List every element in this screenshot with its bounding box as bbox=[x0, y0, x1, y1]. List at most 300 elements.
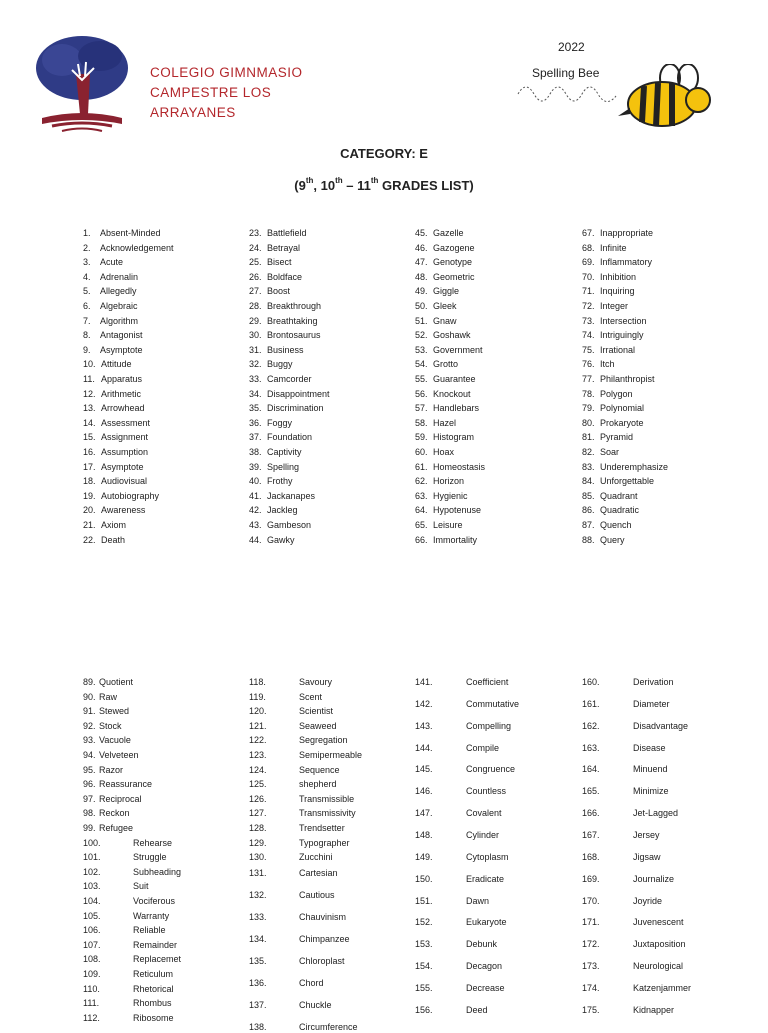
item-number: 107. bbox=[83, 939, 101, 950]
item-word: Struggle bbox=[133, 852, 167, 863]
list-item bbox=[83, 750, 139, 761]
item-word: Genotype bbox=[433, 257, 473, 268]
list-item bbox=[582, 243, 627, 254]
item-number: 92. bbox=[83, 720, 96, 731]
list-item bbox=[249, 706, 333, 717]
list-item bbox=[249, 677, 332, 688]
list-item bbox=[582, 345, 635, 356]
item-word: Semipermeable bbox=[299, 750, 363, 760]
list-item bbox=[415, 699, 519, 710]
item-number: 134. bbox=[249, 934, 267, 944]
item-word: Cylinder bbox=[466, 829, 500, 840]
item-word: Hygienic bbox=[433, 490, 468, 501]
item-word: Reciprocal bbox=[99, 793, 142, 804]
item-word: Jersey bbox=[633, 829, 660, 840]
school-name-line: CAMPESTRE LOS bbox=[150, 85, 272, 100]
item-number: 171. bbox=[582, 917, 600, 928]
item-number: 128. bbox=[249, 823, 267, 833]
item-word: Acknowledgement bbox=[100, 242, 174, 253]
item-number: 1. bbox=[83, 228, 91, 238]
item-word: Arrowhead bbox=[101, 403, 145, 414]
list-item bbox=[582, 286, 635, 297]
item-number: 48. bbox=[415, 271, 428, 282]
item-number: 102. bbox=[83, 866, 101, 877]
item-word: Reassurance bbox=[99, 779, 153, 790]
item-number: 19. bbox=[83, 490, 96, 501]
list-item bbox=[415, 939, 497, 950]
item-number: 10. bbox=[83, 359, 96, 370]
list-item bbox=[582, 403, 644, 414]
item-word: Kidnapper bbox=[633, 1004, 675, 1015]
item-word: Disease bbox=[633, 742, 666, 753]
item-number: 155. bbox=[415, 982, 433, 993]
list-item bbox=[83, 954, 181, 965]
item-word: Intriguingly bbox=[600, 330, 644, 341]
list-item bbox=[415, 535, 477, 546]
item-number: 123. bbox=[249, 750, 267, 760]
item-number: 132. bbox=[249, 890, 267, 901]
item-number: 52. bbox=[415, 330, 428, 341]
item-number: 152. bbox=[415, 917, 433, 928]
list-item bbox=[249, 934, 350, 945]
item-number: 76. bbox=[582, 359, 595, 370]
item-word: Diameter bbox=[633, 698, 670, 709]
item-number: 18. bbox=[83, 476, 96, 487]
item-word: Gambeson bbox=[267, 520, 312, 530]
list-item bbox=[249, 418, 292, 429]
list-item bbox=[249, 838, 350, 849]
item-word: Trendsetter bbox=[299, 823, 345, 833]
list-item bbox=[415, 505, 481, 516]
item-number: 78. bbox=[582, 388, 595, 399]
item-number: 118. bbox=[249, 677, 266, 687]
item-number: 91. bbox=[83, 706, 96, 717]
item-number: 73. bbox=[582, 315, 595, 326]
item-word: shepherd bbox=[299, 779, 337, 790]
list-item bbox=[249, 476, 293, 487]
item-word: Assumption bbox=[101, 447, 149, 457]
item-word: Arithmetic bbox=[101, 388, 142, 399]
item-word: Juvenescent bbox=[633, 917, 684, 928]
list-item bbox=[249, 374, 312, 385]
list-item bbox=[582, 228, 653, 239]
item-number: 120. bbox=[249, 706, 267, 717]
item-number: 53. bbox=[415, 344, 428, 355]
item-word: Deed bbox=[466, 1004, 488, 1015]
item-word: Intersection bbox=[600, 315, 647, 326]
item-number: 20. bbox=[83, 505, 96, 516]
item-word: Reticulum bbox=[133, 969, 174, 979]
list-item bbox=[249, 912, 346, 923]
list-item bbox=[249, 403, 324, 414]
list-item bbox=[83, 721, 122, 732]
item-number: 127. bbox=[249, 808, 267, 819]
list-item bbox=[415, 389, 471, 400]
item-word: Giggle bbox=[433, 286, 460, 297]
school-name-line: COLEGIO GIMNMASIO bbox=[150, 65, 303, 80]
item-number: 9. bbox=[83, 344, 91, 355]
item-word: Chimpanzee bbox=[299, 934, 350, 944]
item-number: 135. bbox=[249, 955, 267, 966]
item-word: Rhetorical bbox=[133, 983, 174, 994]
item-number: 3. bbox=[83, 257, 91, 268]
item-word: Scientist bbox=[299, 706, 334, 717]
school-name bbox=[150, 63, 303, 123]
list-item bbox=[415, 330, 471, 341]
list-item bbox=[83, 896, 175, 907]
list-item bbox=[83, 345, 143, 356]
item-number: 22. bbox=[83, 534, 96, 545]
item-word: Rhombus bbox=[133, 998, 172, 1009]
item-word: Geometric bbox=[433, 271, 475, 282]
item-number: 146. bbox=[415, 786, 433, 797]
list-item bbox=[249, 447, 302, 458]
item-number: 65. bbox=[415, 520, 428, 530]
list-item bbox=[582, 301, 628, 312]
item-number: 66. bbox=[415, 534, 428, 545]
list-item bbox=[582, 677, 674, 688]
list-item bbox=[249, 272, 302, 283]
list-item bbox=[415, 447, 454, 458]
item-word: Business bbox=[267, 344, 304, 355]
item-number: 23. bbox=[249, 228, 262, 238]
list-item bbox=[249, 243, 300, 254]
item-number: 85. bbox=[582, 490, 595, 501]
item-word: Spelling bbox=[267, 461, 300, 472]
item-word: Warranty bbox=[133, 910, 170, 921]
item-word: Vacuole bbox=[99, 735, 131, 746]
item-number: 77. bbox=[582, 374, 595, 384]
list-item bbox=[249, 750, 362, 761]
list-item bbox=[582, 917, 684, 928]
item-word: Leisure bbox=[433, 520, 463, 530]
item-number: 168. bbox=[582, 851, 600, 862]
item-word: Attitude bbox=[101, 359, 132, 370]
item-word: Assessment bbox=[101, 417, 151, 428]
category-title: CATEGORY: E bbox=[340, 146, 428, 161]
list-item bbox=[582, 764, 668, 775]
item-word: Neurological bbox=[633, 961, 684, 972]
item-number: 121. bbox=[249, 720, 267, 731]
item-number: 69. bbox=[582, 257, 595, 268]
item-word: Gazelle bbox=[433, 228, 464, 238]
list-item bbox=[83, 735, 131, 746]
list-item bbox=[582, 505, 639, 516]
item-number: 110. bbox=[83, 983, 100, 994]
list-item bbox=[415, 286, 459, 297]
item-number: 29. bbox=[249, 315, 262, 326]
item-word: Eukaryote bbox=[466, 917, 507, 928]
item-word: Query bbox=[600, 534, 625, 545]
item-word: Acute bbox=[100, 257, 124, 268]
list-item bbox=[415, 830, 499, 841]
list-item bbox=[415, 1005, 488, 1016]
item-number: 41. bbox=[249, 490, 262, 501]
list-item bbox=[415, 243, 475, 254]
item-word: Transmissible bbox=[299, 793, 355, 804]
list-item bbox=[83, 1013, 174, 1024]
item-word: Asymptote bbox=[100, 344, 143, 355]
list-item bbox=[582, 939, 686, 950]
item-number: 37. bbox=[249, 432, 262, 443]
item-word: Coefficient bbox=[466, 677, 509, 687]
item-word: Cytoplasm bbox=[466, 851, 509, 862]
item-number: 167. bbox=[582, 829, 600, 840]
list-item bbox=[415, 917, 507, 928]
list-item bbox=[249, 491, 315, 502]
list-item bbox=[415, 257, 472, 268]
item-number: 17. bbox=[83, 461, 96, 472]
list-item bbox=[249, 890, 335, 901]
bee-icon bbox=[512, 64, 712, 134]
item-number: 61. bbox=[415, 461, 428, 472]
list-item bbox=[249, 1000, 332, 1011]
list-item bbox=[83, 823, 133, 834]
event-label: Spelling Bee bbox=[532, 66, 600, 80]
list-item bbox=[415, 764, 515, 775]
item-number: 45. bbox=[415, 228, 428, 238]
item-word: Death bbox=[101, 534, 126, 545]
item-number: 27. bbox=[249, 286, 262, 297]
list-item bbox=[249, 808, 356, 819]
item-number: 131. bbox=[249, 868, 267, 879]
list-item bbox=[249, 823, 345, 834]
item-word: Asymptote bbox=[101, 461, 144, 472]
item-word: Joyride bbox=[633, 895, 663, 906]
item-word: Dawn bbox=[466, 895, 490, 906]
item-number: 13. bbox=[83, 403, 96, 414]
item-word: Savoury bbox=[299, 677, 333, 687]
item-number: 74. bbox=[582, 330, 595, 341]
item-number: 80. bbox=[582, 417, 595, 428]
item-word: Stock bbox=[99, 720, 122, 731]
list-item bbox=[582, 330, 644, 341]
item-word: Unforgettable bbox=[600, 476, 655, 487]
item-number: 57. bbox=[415, 403, 428, 414]
item-number: 172. bbox=[582, 939, 600, 950]
item-word: Seaweed bbox=[299, 720, 337, 731]
item-word: Goshawk bbox=[433, 330, 471, 341]
item-number: 105. bbox=[83, 910, 101, 921]
item-word: Absent-Minded bbox=[100, 228, 161, 238]
item-number: 42. bbox=[249, 505, 262, 516]
item-word: Compile bbox=[466, 742, 500, 753]
item-number: 56. bbox=[415, 388, 428, 399]
item-word: Chloroplast bbox=[299, 955, 345, 966]
item-number: 89. bbox=[83, 677, 96, 687]
item-number: 165. bbox=[582, 786, 600, 797]
list-item bbox=[249, 286, 290, 297]
item-number: 79. bbox=[582, 403, 595, 414]
list-item bbox=[249, 359, 293, 370]
item-word: Adrenalin bbox=[100, 271, 139, 282]
item-number: 31. bbox=[249, 344, 262, 355]
item-word: Jet-Lagged bbox=[633, 808, 679, 819]
item-word: Eradicate bbox=[466, 873, 505, 884]
item-word: Grotto bbox=[433, 359, 459, 370]
list-item bbox=[249, 389, 330, 400]
item-word: Foundation bbox=[267, 432, 313, 443]
item-word: Histogram bbox=[433, 432, 475, 443]
item-number: 108. bbox=[83, 954, 101, 965]
item-number: 50. bbox=[415, 301, 428, 311]
item-word: Antagonist bbox=[100, 330, 143, 341]
item-number: 101. bbox=[83, 852, 101, 863]
item-word: Apparatus bbox=[101, 374, 143, 384]
item-word: Cartesian bbox=[299, 868, 338, 879]
item-number: 83. bbox=[582, 461, 595, 472]
item-word: Audiovisual bbox=[101, 476, 148, 487]
list-item bbox=[415, 418, 456, 429]
item-word: Decrease bbox=[466, 982, 505, 993]
list-item bbox=[582, 359, 615, 370]
item-number: 129. bbox=[249, 837, 267, 848]
list-item bbox=[582, 491, 638, 502]
item-number: 90. bbox=[83, 691, 96, 702]
list-item bbox=[582, 852, 661, 863]
list-item bbox=[249, 330, 321, 341]
item-word: Transmissivity bbox=[299, 808, 356, 819]
item-word: Reckon bbox=[99, 808, 130, 819]
item-word: Quadrant bbox=[600, 490, 638, 501]
list-item bbox=[582, 316, 647, 327]
item-number: 47. bbox=[415, 257, 428, 268]
item-word: Ribosome bbox=[133, 1012, 174, 1023]
item-number: 96. bbox=[83, 779, 96, 790]
list-item bbox=[582, 808, 678, 819]
item-word: Axiom bbox=[101, 520, 127, 530]
item-number: 82. bbox=[582, 447, 595, 457]
item-number: 8. bbox=[83, 330, 91, 341]
list-item bbox=[83, 706, 129, 717]
list-item bbox=[582, 535, 625, 546]
list-item bbox=[249, 735, 348, 746]
item-word: Covalent bbox=[466, 808, 502, 819]
list-item bbox=[582, 699, 670, 710]
item-word: Algorithm bbox=[100, 315, 139, 326]
item-word: Allegedly bbox=[100, 286, 137, 297]
list-item bbox=[83, 984, 174, 995]
list-item bbox=[83, 535, 125, 546]
item-number: 72. bbox=[582, 301, 595, 311]
item-number: 98. bbox=[83, 808, 96, 819]
item-number: 133. bbox=[249, 912, 267, 923]
item-word: Segregation bbox=[299, 735, 348, 746]
item-word: Chuckle bbox=[299, 999, 332, 1010]
item-number: 95. bbox=[83, 764, 96, 775]
list-item bbox=[83, 998, 172, 1009]
list-item bbox=[83, 374, 142, 385]
item-word: Zucchini bbox=[299, 852, 333, 863]
item-number: 21. bbox=[83, 520, 96, 530]
item-word: Disappointment bbox=[267, 388, 330, 399]
item-word: Subheading bbox=[133, 866, 182, 877]
item-number: 46. bbox=[415, 242, 428, 253]
item-number: 125. bbox=[249, 779, 267, 790]
item-word: Algebraic bbox=[100, 301, 138, 311]
item-number: 156. bbox=[415, 1004, 433, 1015]
list-item bbox=[83, 418, 150, 429]
item-number: 12. bbox=[83, 388, 96, 399]
list-item bbox=[415, 359, 458, 370]
list-item bbox=[249, 316, 318, 327]
item-number: 154. bbox=[415, 961, 433, 972]
list-item bbox=[582, 432, 633, 443]
item-number: 126. bbox=[249, 793, 267, 804]
item-word: Debunk bbox=[466, 939, 498, 950]
item-word: Philanthropist bbox=[600, 374, 655, 384]
item-word: Bisect bbox=[267, 257, 292, 268]
list-item bbox=[415, 983, 505, 994]
list-item bbox=[83, 272, 138, 283]
item-number: 144. bbox=[415, 742, 433, 753]
item-number: 5. bbox=[83, 286, 91, 297]
item-word: Reliable bbox=[133, 925, 166, 936]
list-item bbox=[83, 911, 169, 922]
list-item bbox=[582, 257, 652, 268]
item-word: Inappropriate bbox=[600, 228, 654, 238]
item-word: Handlebars bbox=[433, 403, 480, 414]
grades-title: (9th, 10th – 11th GRADES LIST) bbox=[294, 176, 474, 193]
list-item bbox=[83, 925, 166, 936]
item-number: 84. bbox=[582, 476, 595, 487]
item-word: Quadratic bbox=[600, 505, 640, 516]
item-number: 88. bbox=[582, 534, 595, 545]
item-number: 71. bbox=[582, 286, 595, 297]
item-word: Congruence bbox=[466, 764, 516, 775]
list-item bbox=[249, 978, 324, 989]
list-item bbox=[415, 432, 474, 443]
item-number: 112. bbox=[83, 1012, 100, 1023]
list-item bbox=[83, 940, 177, 951]
item-number: 103. bbox=[83, 881, 101, 892]
list-item bbox=[582, 447, 619, 458]
item-word: Knockout bbox=[433, 388, 471, 399]
list-item bbox=[249, 852, 333, 863]
item-word: Gnaw bbox=[433, 315, 457, 326]
item-number: 7. bbox=[83, 315, 91, 326]
item-word: Underemphasize bbox=[600, 461, 669, 472]
item-number: 60. bbox=[415, 447, 428, 457]
item-word: Remainder bbox=[133, 939, 178, 950]
item-word: Itch bbox=[600, 359, 615, 370]
item-word: Immortality bbox=[433, 534, 478, 545]
item-word: Countless bbox=[466, 786, 507, 797]
list-item bbox=[582, 418, 644, 429]
list-item bbox=[83, 852, 167, 863]
list-item bbox=[582, 272, 636, 283]
item-word: Polygon bbox=[600, 388, 633, 399]
item-word: Captivity bbox=[267, 447, 302, 457]
item-number: 124. bbox=[249, 764, 267, 775]
item-number: 39. bbox=[249, 461, 262, 472]
item-number: 106. bbox=[83, 925, 101, 936]
item-number: 59. bbox=[415, 432, 428, 443]
list-item bbox=[415, 896, 489, 907]
item-word: Refugee bbox=[99, 823, 134, 833]
item-number: 43. bbox=[249, 520, 262, 530]
list-item bbox=[249, 301, 321, 312]
item-number: 44. bbox=[249, 534, 262, 545]
item-word: Quotient bbox=[99, 677, 134, 687]
item-word: Gawky bbox=[267, 534, 295, 545]
item-word: Assignment bbox=[101, 432, 149, 443]
item-number: 99. bbox=[83, 823, 96, 833]
item-number: 174. bbox=[582, 982, 600, 993]
list-item bbox=[83, 359, 132, 370]
item-word: Horizon bbox=[433, 476, 465, 487]
list-item bbox=[415, 874, 504, 885]
